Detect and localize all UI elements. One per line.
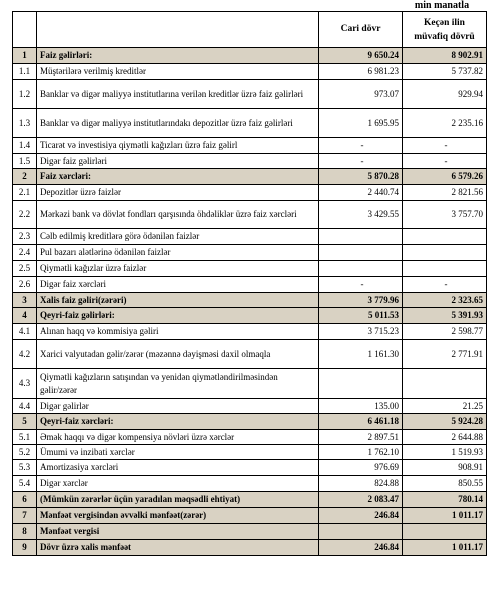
row-number: 2.4 bbox=[13, 245, 37, 261]
section-row bbox=[13, 508, 487, 524]
table-row bbox=[13, 324, 487, 340]
table-row bbox=[13, 399, 487, 414]
row-label: Amortizasiya xərcləri bbox=[37, 460, 319, 476]
section-row bbox=[13, 293, 487, 308]
row-number: 9 bbox=[13, 540, 37, 556]
section-row bbox=[13, 169, 487, 185]
unit-label: min manatla bbox=[414, 0, 470, 11]
row-label: Mənfəət vergisindən əvvəlki mənfəət(zərər) bbox=[37, 508, 319, 524]
previous-period-value bbox=[403, 369, 487, 399]
row-number: 1 bbox=[13, 48, 37, 64]
row-number: 2.3 bbox=[13, 229, 37, 245]
table-row bbox=[13, 64, 487, 80]
table-row bbox=[13, 245, 487, 261]
current-period-value: 6 461.18 bbox=[319, 414, 403, 430]
row-label: Faiz gəlirləri: bbox=[37, 48, 319, 64]
previous-period-value: 1 011.17 bbox=[403, 508, 487, 524]
row-number: 6 bbox=[13, 492, 37, 508]
table-row bbox=[13, 138, 487, 154]
row-number: 1.2 bbox=[13, 80, 37, 109]
previous-period-value: 21.25 bbox=[403, 399, 487, 414]
row-number: 4.2 bbox=[13, 340, 37, 369]
current-period-value: 1 762.10 bbox=[319, 445, 403, 460]
current-period-value: 6 981.23 bbox=[319, 64, 403, 80]
row-label: Depozitlər üzrə faizlər bbox=[37, 185, 319, 201]
previous-period-value bbox=[403, 524, 487, 540]
previous-period-value bbox=[403, 261, 487, 277]
header-previous-period: Keçən ilin müvafiq dövrü bbox=[403, 12, 487, 48]
row-label: Xarici valyutadan gəlir/zərər (məzənnə dəyişməsi daxil olmaqla bbox=[37, 340, 319, 369]
current-period-value: - bbox=[319, 138, 403, 154]
row-number: 1.1 bbox=[13, 64, 37, 80]
section-row bbox=[13, 540, 487, 556]
section-row bbox=[13, 414, 487, 430]
previous-period-value: 6 579.26 bbox=[403, 169, 487, 185]
current-period-value: 5 870.28 bbox=[319, 169, 403, 185]
current-period-value bbox=[319, 245, 403, 261]
previous-period-value: 780.14 bbox=[403, 492, 487, 508]
table-row bbox=[13, 201, 487, 229]
previous-period-value: 5 737.82 bbox=[403, 64, 487, 80]
row-label: Faiz xərcləri: bbox=[37, 169, 319, 185]
current-period-value: 2 083.47 bbox=[319, 492, 403, 508]
row-number: 1.4 bbox=[13, 138, 37, 154]
row-number: 2.5 bbox=[13, 261, 37, 277]
row-label: Alınan haqq və kommisiya gəliri bbox=[37, 324, 319, 340]
current-period-value: 135.00 bbox=[319, 399, 403, 414]
row-label: Qiymətli kağızlar üzrə faizlər bbox=[37, 261, 319, 277]
row-label: Banklar və digər maliyyə institutlarındakı depozitlər üzrə faiz gəlirləri bbox=[37, 109, 319, 138]
previous-period-value: 5 391.93 bbox=[403, 308, 487, 324]
table-row bbox=[13, 476, 487, 492]
row-number: 1.5 bbox=[13, 154, 37, 169]
table-row bbox=[13, 369, 487, 399]
table-row bbox=[13, 185, 487, 201]
current-period-value bbox=[319, 261, 403, 277]
previous-period-value bbox=[403, 245, 487, 261]
row-label: Ticarət və investisiya qiymətli kağızları üzrə faiz gəlirl bbox=[37, 138, 319, 154]
row-label: Digər gəlirlər bbox=[37, 399, 319, 414]
table-row bbox=[13, 460, 487, 476]
table-row bbox=[13, 109, 487, 138]
row-number: 5.2 bbox=[13, 445, 37, 460]
previous-period-value: 3 757.70 bbox=[403, 201, 487, 229]
row-label: (Mümkün zərərlər üçün yaradılan məqsədli ehtiyat) bbox=[37, 492, 319, 508]
current-period-value bbox=[319, 229, 403, 245]
current-period-value: 1 695.95 bbox=[319, 109, 403, 138]
table-row bbox=[13, 80, 487, 109]
row-number: 4.1 bbox=[13, 324, 37, 340]
section-row bbox=[13, 524, 487, 540]
table-header-row bbox=[13, 12, 487, 48]
table-row bbox=[13, 430, 487, 445]
section-row bbox=[13, 48, 487, 64]
row-label: Ümumi və inzibati xərclər bbox=[37, 445, 319, 460]
previous-period-value: 908.91 bbox=[403, 460, 487, 476]
previous-period-value: - bbox=[403, 277, 487, 293]
row-number: 7 bbox=[13, 508, 37, 524]
previous-period-value: 929.94 bbox=[403, 80, 487, 109]
row-label: Müştərilərə verilmiş kreditlər bbox=[37, 64, 319, 80]
table-row bbox=[13, 340, 487, 369]
previous-period-value bbox=[403, 229, 487, 245]
table-row bbox=[13, 261, 487, 277]
table-row bbox=[13, 277, 487, 293]
table-row bbox=[13, 154, 487, 169]
row-label: Banklar və digər maliyyə institutlarına verilən kreditlər üzrə faiz gəlirləri bbox=[37, 80, 319, 109]
previous-period-value: 2 821.56 bbox=[403, 185, 487, 201]
previous-period-value: 5 924.28 bbox=[403, 414, 487, 430]
current-period-value: 5 011.53 bbox=[319, 308, 403, 324]
table-row bbox=[13, 229, 487, 245]
row-number: 2.6 bbox=[13, 277, 37, 293]
row-label: Dövr üzrə xalis mənfəət bbox=[37, 540, 319, 556]
current-period-value bbox=[319, 524, 403, 540]
row-number: 8 bbox=[13, 524, 37, 540]
section-row bbox=[13, 492, 487, 508]
previous-period-value: 2 598.77 bbox=[403, 324, 487, 340]
row-label: Qeyri-faiz xərcləri: bbox=[37, 414, 319, 430]
table-row bbox=[13, 445, 487, 460]
previous-period-value: 850.55 bbox=[403, 476, 487, 492]
current-period-value: 3 715.23 bbox=[319, 324, 403, 340]
current-period-value: - bbox=[319, 277, 403, 293]
row-label: Pul bazarı alətlərinə ödənilən faizlər bbox=[37, 245, 319, 261]
row-number: 4.3 bbox=[13, 369, 37, 399]
previous-period-value: 1 519.93 bbox=[403, 445, 487, 460]
current-period-value: 3 779.96 bbox=[319, 293, 403, 308]
previous-period-value: 8 902.91 bbox=[403, 48, 487, 64]
section-row bbox=[13, 308, 487, 324]
row-label: Cəlb edilmiş kreditlərə görə ödənilən faizlər bbox=[37, 229, 319, 245]
current-period-value: 976.69 bbox=[319, 460, 403, 476]
current-period-value: 246.84 bbox=[319, 508, 403, 524]
row-label: Əmək haqqı və digər kompensiya növləri üzrə xərclər bbox=[37, 430, 319, 445]
current-period-value: 246.84 bbox=[319, 540, 403, 556]
row-number: 5.1 bbox=[13, 430, 37, 445]
row-number: 2.2 bbox=[13, 201, 37, 229]
row-number: 1.3 bbox=[13, 109, 37, 138]
income-statement-table bbox=[12, 11, 487, 556]
previous-period-value: 2 644.88 bbox=[403, 430, 487, 445]
row-label: Mərkəzi bank və dövlət fondları qarşısında öhdəliklər üzrə faiz xərcləri bbox=[37, 201, 319, 229]
row-label: Digər faiz xərcləri bbox=[37, 277, 319, 293]
row-number: 5.4 bbox=[13, 476, 37, 492]
row-number: 5.3 bbox=[13, 460, 37, 476]
header-current-period: Cari dövr bbox=[319, 12, 403, 48]
row-number: 4.4 bbox=[13, 399, 37, 414]
previous-period-value: - bbox=[403, 154, 487, 169]
previous-period-value: 2 771.91 bbox=[403, 340, 487, 369]
previous-period-value: 1 011.17 bbox=[403, 540, 487, 556]
current-period-value: 973.07 bbox=[319, 80, 403, 109]
header-num-cell bbox=[13, 12, 37, 48]
previous-period-value: - bbox=[403, 138, 487, 154]
previous-period-value: 2 235.16 bbox=[403, 109, 487, 138]
row-label: Digər faiz gəlirləri bbox=[37, 154, 319, 169]
row-label: Qeyri-faiz gəlirləri: bbox=[37, 308, 319, 324]
current-period-value: 2 897.51 bbox=[319, 430, 403, 445]
current-period-value: 2 440.74 bbox=[319, 185, 403, 201]
row-label: Mənfəət vergisi bbox=[37, 524, 319, 540]
current-period-value: 9 650.24 bbox=[319, 48, 403, 64]
row-number: 2 bbox=[13, 169, 37, 185]
current-period-value: 3 429.55 bbox=[319, 201, 403, 229]
current-period-value: 1 161.30 bbox=[319, 340, 403, 369]
current-period-value bbox=[319, 369, 403, 399]
current-period-value: 824.88 bbox=[319, 476, 403, 492]
previous-period-value: 2 323.65 bbox=[403, 293, 487, 308]
row-number: 5 bbox=[13, 414, 37, 430]
row-number: 2.1 bbox=[13, 185, 37, 201]
row-number: 3 bbox=[13, 293, 37, 308]
row-label: Xalis faiz gəliri(zərəri) bbox=[37, 293, 319, 308]
row-number: 4 bbox=[13, 308, 37, 324]
row-label: Digər xərclər bbox=[37, 476, 319, 492]
header-label-cell bbox=[37, 12, 319, 48]
current-period-value: - bbox=[319, 154, 403, 169]
row-label: Qiymətli kağızların satışından və yenidən qiymətləndirilməsindən gəlir/zərər bbox=[37, 369, 319, 399]
